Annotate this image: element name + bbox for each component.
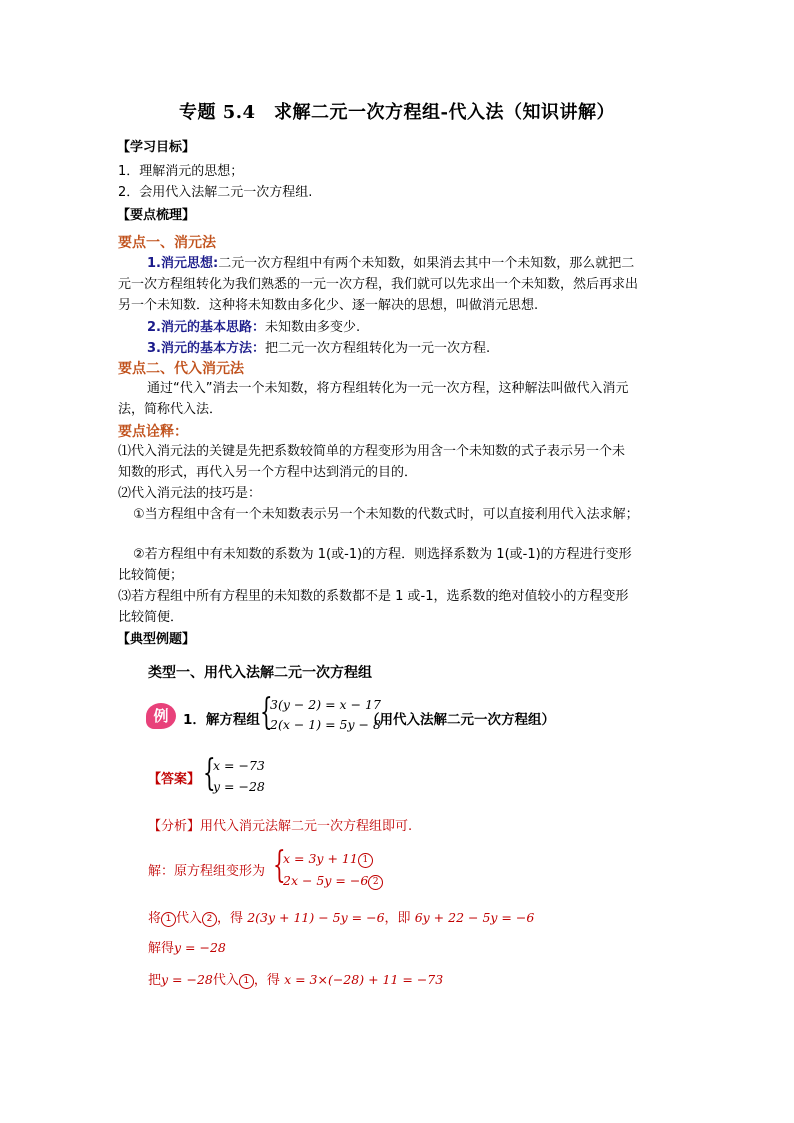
note3-line2: 比较简便．: [118, 610, 184, 625]
goal-2: 2．会用代入法解二元一次方程组.: [118, 185, 313, 200]
point1-heading: 要点一、消元法: [118, 235, 216, 251]
example-prompt: 1．解方程组: [183, 712, 260, 728]
example-hint: （用代入法解二元一次方程组）: [366, 712, 555, 728]
point1-item2: [147, 318, 360, 338]
brace-icon: {: [273, 845, 286, 886]
page-title: 专题 5.4 求解二元一次方程组-代入法（知识讲解）: [178, 102, 616, 123]
note3-line1: ⑶若方程组中所有方程里的未知数的系数都不是 1 或-1，选系数的绝对值较小的方程变形: [118, 589, 629, 604]
point1-item1: [147, 254, 634, 274]
point1-item1-label: 1.消元思想:: [147, 256, 219, 271]
note2b-line1: ②若方程组中有未知数的系数为 1(或-1)的方程．则选择系数为 1(或-1)的方程进行变形: [133, 547, 632, 562]
circle-number-2: 2: [368, 875, 383, 890]
section-examples: 【典型例题】: [117, 632, 196, 647]
solution-eq2: 2x − 5y = −6 2: [283, 873, 383, 890]
point1-item3-label: 3.消元的基本方法：: [147, 341, 265, 356]
answer-eq2: y = −28: [213, 779, 265, 794]
example-eq2: 2(x − 1) = 5y − 8: [270, 717, 381, 732]
point1-item2-label: 2.消元的基本思路：: [147, 320, 265, 335]
answer-label: 【答案】: [148, 772, 201, 787]
goal-1: 1．理解消元的思想；: [118, 164, 244, 179]
circle-number-1: 1: [358, 853, 373, 868]
solution-eq1: x = 3y + 11 1: [283, 851, 373, 868]
notes-heading: 要点诠释：: [118, 424, 188, 440]
brace-icon: {: [260, 692, 273, 733]
solution-step2: 解得y = −28: [148, 940, 226, 956]
point1-item3: [147, 339, 490, 359]
example-eq1: 3(y − 2) = x − 17: [270, 697, 381, 712]
brace-icon: {: [203, 753, 216, 794]
note2b-line2: 比较简便；: [118, 568, 184, 583]
note1-line1: ⑴代入消元法的关键是先把系数较简单的方程变形为用含一个未知数的式子表示另一个未: [118, 444, 626, 459]
point1-item3-text: 把二元一次方程组转化为一元一次方程.: [264, 341, 491, 356]
analysis-text: 用代入消元法解二元一次方程组即可.: [200, 819, 413, 834]
note1-line2: 知数的形式，再代入另一个方程中达到消元的目的．: [118, 465, 418, 480]
solution-step1: 将 1 代入 2 ，得 2(3y + 11) − 5y = −6，即 6y + 22 − 5y = −6: [148, 910, 535, 926]
point1-item1-line2: 元一次方程组转化为我们熟悉的一元一次方程，我们就可以先求出一个未知数，然后再求出: [118, 277, 639, 292]
example-type-heading: 类型一、用代入法解二元一次方程组: [148, 665, 372, 681]
analysis-label: 【分析】: [148, 819, 201, 834]
point1-item1-line3: 另一个未知数．这种将未知数由多化少、逐一解决的思想，叫做消元思想.: [118, 298, 539, 313]
point1-item2-text: 未知数由多变少.: [264, 320, 361, 335]
example-badge: 例: [146, 703, 176, 729]
point2-heading: 要点二、代入消元法: [118, 361, 244, 377]
solution-label: 解：原方程组变形为: [148, 864, 266, 879]
analysis-line: [148, 817, 412, 837]
solution-step3: 把y = −28代入 1 ，得 x = 3×(−28) + 11 = −73: [148, 972, 444, 988]
note2: ⑵代入消元法的技巧是：: [118, 486, 262, 501]
section-points: 【要点梳理】: [117, 208, 196, 223]
answer-eq1: x = −73: [213, 758, 265, 773]
point1-item1-line1: 二元一次方程组中有两个未知数，如果消去其中一个未知数，那么就把二: [218, 256, 635, 271]
point2-line2: 法，简称代入法．: [118, 402, 223, 417]
point2-line1: 通过“代入”消去一个未知数，将方程组转化为一元一次方程，这种解法叫做代入消元: [147, 381, 629, 396]
section-goals: 【学习目标】: [117, 140, 196, 155]
note2a: ①当方程组中含有一个未知数表示另一个未知数的代数式时，可以直接利用代入法求解；: [133, 507, 639, 522]
